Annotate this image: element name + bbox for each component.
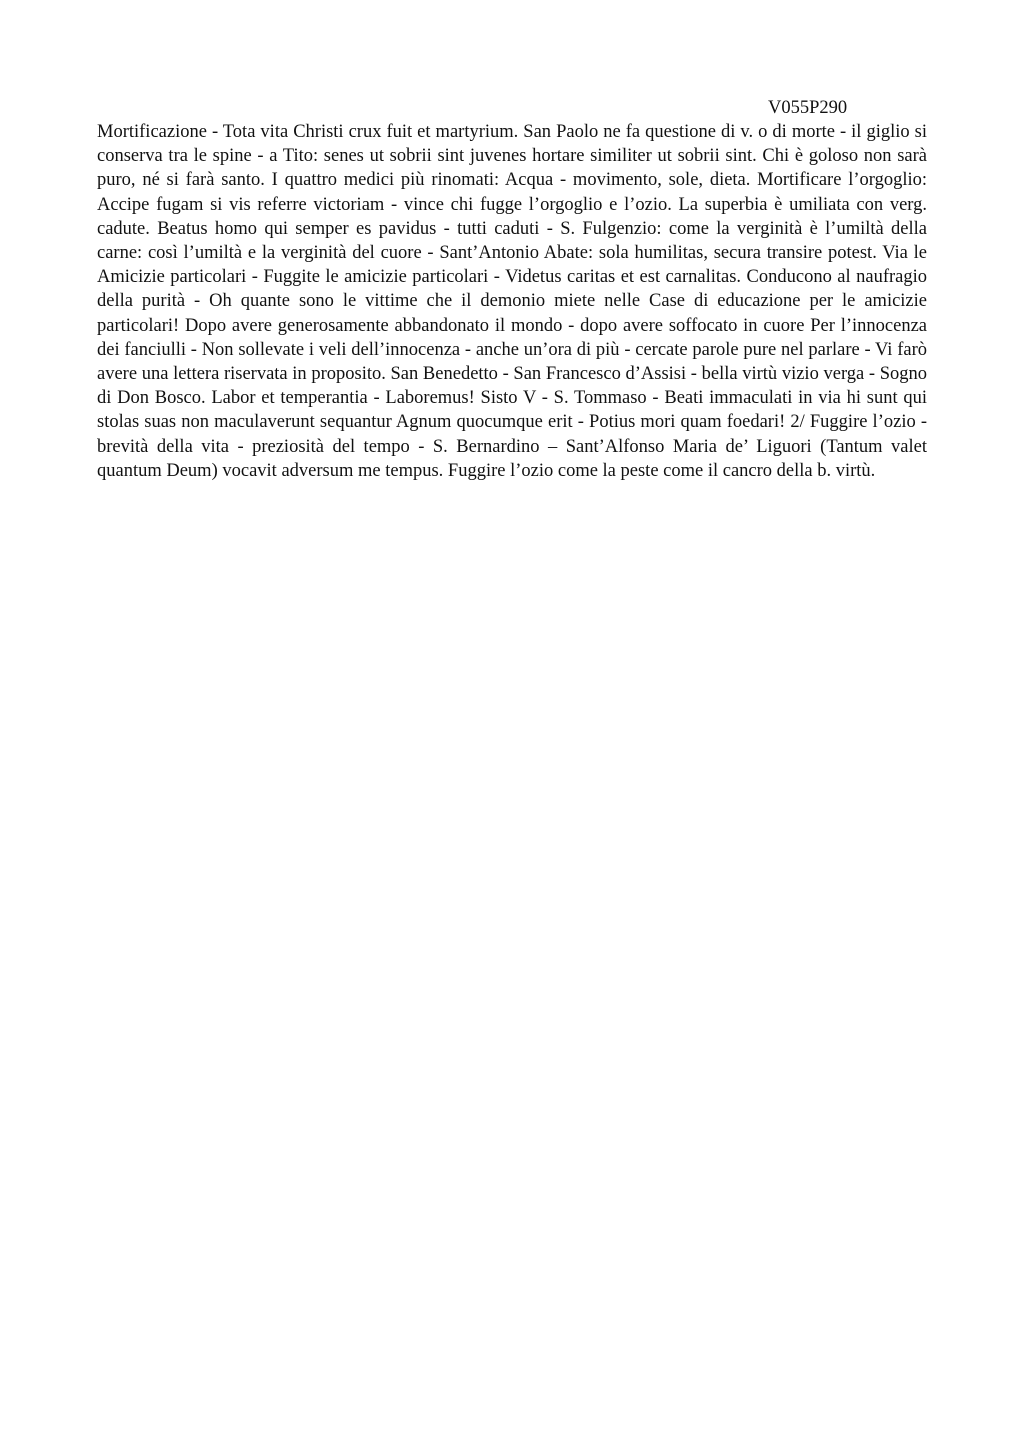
page-code: V055P290 [768,98,848,118]
body-paragraph: Mortificazione - Tota vita Christi crux fuit et martyrium. San Paolo ne fa questione di v. o di morte - il giglio si conserva tra le spine - a Tito: senes ut sobrii sint juvenes hortare similiter ut sobrii sint. Chi è goloso non sarà puro, né si farà santo. I quattro medici più rinomati: Acqua - movimento, sole, dieta. Mortificare l’orgoglio: Accipe fugam si vis referre victoriam - vince chi fugge l’orgoglio e l’ozio. La superbia è umiliata con verg. cadute. Beatus homo qui semper es pavidus - tutti caduti - S. Fulgenzio: come la verginità è l’umiltà della carne: così l’umiltà e la verginità del cuore - Sant’Antonio Abate: sola humilitas, secura transire potest. Via le Amicizie particolari - Fuggite le amicizie particolari - Videtus caritas et est carnalitas. Conducono al naufragio della purità - Oh quante sono le vittime che il demonio miete nelle Case di educazione per le amicizie particolari! Dopo avere generosamente abbandonato il mondo - dopo avere soffocato in cuore Per l’innocenza dei fanciulli - Non sollevate i veli dell’innocenza - anche un’ora di più - cercate parole pure nel parlare - Vi farò avere una lettera riservata in proposito. San Benedetto - San Francesco d’Assisi - bella virtù vizio verga - Sogno di Don Bosco. Labor et temperantia - Laboremus! Sisto V - S. Tommaso - Beati immaculati in via hi sunt qui stolas suas non maculaverunt sequantur Agnum quocumque erit - Potius mori quam foedari! 2/ Fuggire l’ozio - brevità della vita - preziosità del tempo - S. Bernardino – Sant’Alfonso Maria de’ Liguori (Tantum valet quantum Deum) vocavit adversum me tempus. Fuggire l’ozio come la peste come il cancro della b. virtù. [97,122,927,481]
